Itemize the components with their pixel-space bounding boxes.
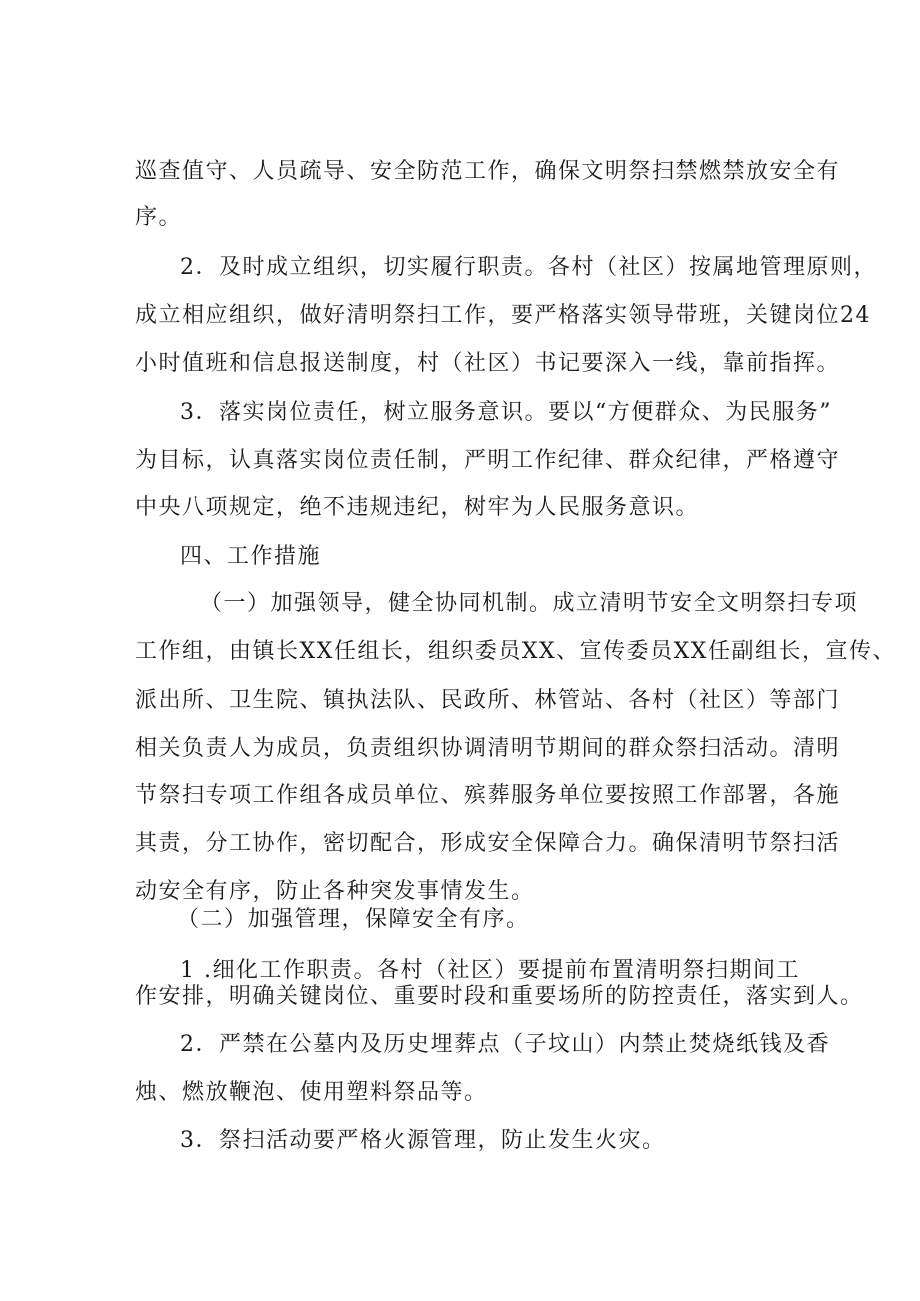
text-line-2: 序。 [135, 205, 183, 230]
text-line-8: 中央八项规定，绝不违规违纪，树牢为人民服务意识。 [135, 495, 700, 520]
text-line-15: 其责，分工协作，密切配合，形成安全保障合力。确保清明节祭扫活 [135, 831, 841, 856]
text-line-10: （一）加强领导，健全协同机制。成立清明节安全文明祭扫专项 [200, 591, 859, 616]
text-line-3: 2．及时成立组织，切实履行职责。各村（社区）按属地管理原则， [180, 255, 877, 280]
text-line-11: 工作组，由镇长XX任组长，组织委员XX、宣传委员XX任副组长，宣传、 [135, 639, 896, 664]
text-line-4: 成立相应组织，做好清明祭扫工作，要严格落实领导带班，关键岗位24 [135, 303, 871, 328]
text-line-1: 巡查值守、人员疏导、安全防范工作，确保文明祭扫禁燃禁放安全有 [135, 159, 841, 184]
text-line-16: 动安全有序，防止各种突发事情发生。 [135, 879, 535, 904]
text-line-13: 相关负责人为成员，负责组织协调清明节期间的群众祭扫活动。清明 [135, 736, 841, 761]
text-line-12: 派出所、卫生院、镇执法队、民政所、林管站、各村（社区）等部门 [135, 688, 841, 713]
text-line-5: 小时值班和信息报送制度，村（社区）书记要深入一线，靠前指挥。 [135, 351, 841, 376]
section-heading: 四、工作措施 [180, 544, 322, 569]
text-line-7: 为目标，认真落实岗位责任制，严明工作纪律、群众纪律，严格遵守 [135, 448, 841, 473]
text-line-19: 作安排，明确关键岗位、重要时段和重要场所的防控责任，落实到人。 [135, 984, 864, 1009]
text-line-21: 烛、燃放鞭泡、使用塑料祭品等。 [135, 1080, 488, 1105]
text-line-6: 3．落实岗位责任，树立服务意识。要以“方便群众、为民服务” [180, 400, 832, 425]
text-line-18: 1 .细化工作职责。各村（社区）要提前布置清明祭扫期间工 [180, 958, 800, 983]
text-line-22: 3．祭扫活动要严格火源管理，防止发生火灾。 [180, 1128, 666, 1153]
subsection-heading: （二）加强管理，保障安全有序。 [177, 907, 530, 932]
text-line-14: 节祭扫专项工作组各成员单位、殡葬服务单位要按照工作部署，各施 [135, 783, 841, 808]
text-line-20: 2．严禁在公墓内及历史埋葬点（子坟山）内禁止焚烧纸钱及香 [180, 1032, 830, 1057]
